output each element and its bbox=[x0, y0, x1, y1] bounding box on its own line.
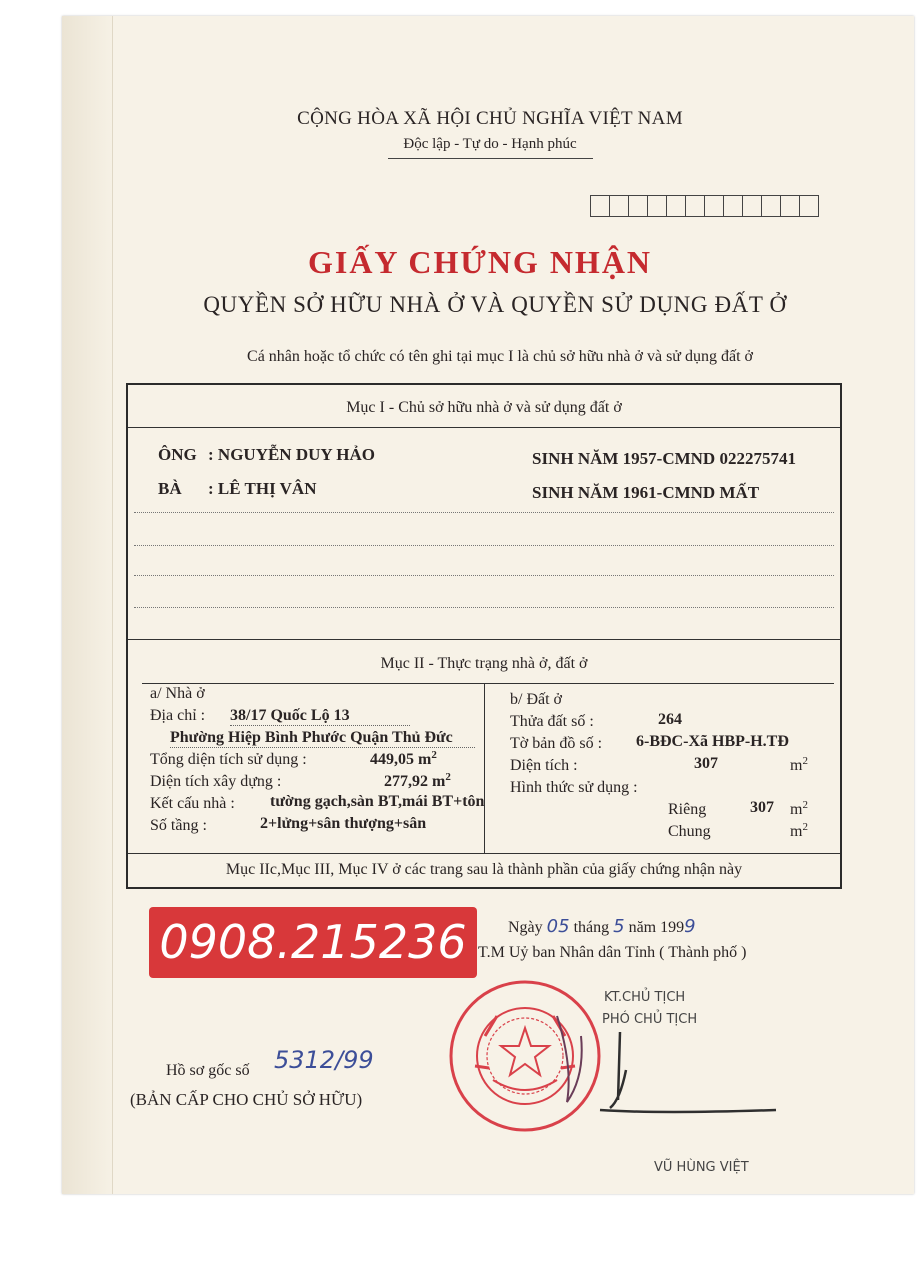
area-unit-sup: 2 bbox=[802, 799, 808, 811]
area-unit: m bbox=[790, 757, 803, 774]
handwritten-signature bbox=[560, 1030, 790, 1130]
owner-info: SINH NĂM 1957-CMND 022275741 bbox=[532, 449, 796, 468]
area-unit-sup: 2 bbox=[802, 821, 808, 833]
dotted-line bbox=[134, 545, 834, 546]
plot-value: 264 bbox=[658, 711, 682, 728]
phone-banner: 0908.215236 bbox=[149, 907, 477, 978]
issuing-authority: T.M Uỷ ban Nhân dân Tỉnh ( Thành phố ) bbox=[478, 944, 747, 961]
address-label: Địa chỉ : bbox=[150, 707, 206, 724]
section1-heading: Mục I - Chủ sở hữu nhà ở và sử dụng đất ở bbox=[346, 399, 622, 416]
section2-heading: Mục II - Thực trạng nhà ở, đất ở bbox=[380, 655, 588, 672]
area-unit: m bbox=[418, 751, 432, 768]
copy-note: (BẢN CẤP CHO CHỦ SỞ HỮU) bbox=[130, 1090, 363, 1109]
day-value: 05 bbox=[546, 916, 570, 937]
month-value: 5 bbox=[613, 916, 625, 937]
floors-label: Số tầng : bbox=[150, 817, 207, 834]
private-unit bbox=[790, 801, 808, 819]
area-unit: m bbox=[790, 801, 803, 818]
dotted-line bbox=[134, 512, 834, 513]
certificate-frame bbox=[126, 383, 842, 889]
dotted-line bbox=[134, 575, 834, 576]
area-unit-sup: 2 bbox=[431, 749, 437, 761]
dossier-number: 5312/99 bbox=[274, 1046, 374, 1074]
owner-info: SINH NĂM 1961-CMND MẤT bbox=[532, 483, 760, 502]
certificate-title: GIẤY CHỨNG NHẬN bbox=[307, 244, 653, 280]
address-value: 38/17 Quốc Lộ 13 bbox=[230, 707, 410, 726]
owner-name: : NGUYỄN DUY HẢO bbox=[208, 445, 376, 464]
shared-unit bbox=[790, 823, 808, 841]
national-title: CỘNG HÒA XÃ HỘI CHỦ NGHĨA VIỆT NAM bbox=[297, 108, 683, 129]
structure-label: Kết cấu nhà : bbox=[150, 795, 235, 812]
area-unit: m bbox=[790, 823, 803, 840]
month-label: tháng bbox=[573, 919, 610, 936]
national-motto: Độc lập - Tự do - Hạnh phúc bbox=[403, 136, 577, 152]
house-label: a/ Nhà ở bbox=[150, 685, 205, 702]
year-value: 9 bbox=[684, 916, 696, 937]
private-label: Riêng bbox=[668, 801, 707, 818]
owner-name: : LÊ THỊ VÂN bbox=[208, 479, 317, 498]
certificate-subtitle: QUYỀN SỞ HỮU NHÀ Ở VÀ QUYỀN SỬ DỤNG ĐẤT Ở bbox=[203, 292, 787, 317]
year-label: năm 199 bbox=[628, 919, 685, 936]
structure-value: tường gạch,sàn BT,mái BT+tôn bbox=[270, 793, 485, 810]
build-area-value: 277,92 bbox=[384, 773, 428, 790]
map-value: 6-BĐC-Xã HBP-H.TĐ bbox=[636, 733, 789, 750]
issue-date bbox=[508, 916, 696, 937]
area-unit-sup: 2 bbox=[802, 755, 808, 767]
land-area-value: 307 bbox=[694, 755, 718, 772]
total-area-field bbox=[370, 751, 437, 769]
section1-divider bbox=[128, 427, 840, 428]
serial-number-boxes bbox=[590, 195, 819, 217]
shared-label: Chung bbox=[668, 823, 711, 840]
owner-title: ÔNG bbox=[158, 445, 197, 464]
page-spine bbox=[62, 16, 113, 1194]
section2-bottom-divider bbox=[128, 853, 840, 854]
section2-top-divider bbox=[128, 639, 840, 640]
dossier-label: Hồ sơ gốc số bbox=[166, 1062, 250, 1079]
day-label: Ngày bbox=[508, 919, 543, 936]
section2-column-divider bbox=[484, 683, 485, 853]
floors-value: 2+lửng+sân thượng+sân bbox=[260, 815, 427, 832]
dotted-line bbox=[134, 607, 834, 608]
footer-note: Mục IIc,Mục III, Mục IV ở các trang sau là thành phần của giấy chứng nhận này bbox=[225, 861, 743, 878]
intro-text: Cá nhân hoặc tổ chức có tên ghi tại mục I là chủ sở hữu nhà ở và sử dụng đất ở bbox=[247, 348, 753, 365]
map-label: Tờ bản đồ số : bbox=[510, 735, 603, 752]
signature-title: KT.CHỦ TỊCH bbox=[604, 990, 686, 1005]
plot-label: Thửa đất số : bbox=[510, 713, 594, 730]
build-area-field bbox=[384, 773, 451, 791]
land-area-label: Diện tích : bbox=[510, 757, 578, 774]
usage-label: Hình thức sử dụng : bbox=[510, 779, 638, 796]
private-value: 307 bbox=[750, 799, 774, 816]
signer-name: VŨ HÙNG VIỆT bbox=[654, 1160, 749, 1175]
signature-subtitle: PHÓ CHỦ TỊCH bbox=[602, 1012, 698, 1027]
build-area-label: Diện tích xây dựng : bbox=[150, 773, 282, 790]
section2-divider bbox=[142, 683, 834, 684]
motto-underline bbox=[388, 158, 593, 159]
total-area-label: Tổng diện tích sử dụng : bbox=[150, 751, 307, 768]
owner-title: BÀ bbox=[158, 479, 182, 498]
area-unit-sup: 2 bbox=[445, 771, 451, 783]
total-area-value: 449,05 bbox=[370, 751, 414, 768]
land-area-unit bbox=[790, 757, 808, 775]
land-label: b/ Đất ở bbox=[510, 691, 563, 708]
area-unit: m bbox=[432, 773, 446, 790]
address-line2: Phường Hiệp Bình Phước Quận Thủ Đức bbox=[170, 729, 475, 748]
